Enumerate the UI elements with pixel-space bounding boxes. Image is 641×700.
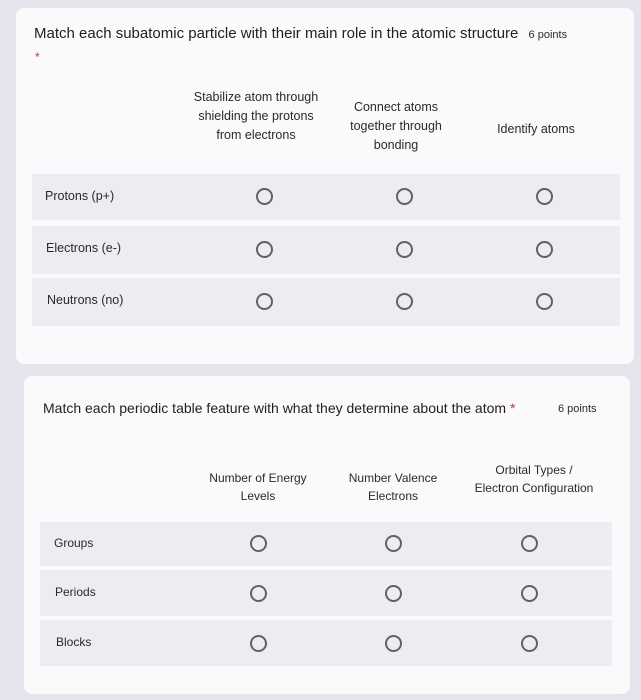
radio-neutrons-connect[interactable] — [396, 293, 413, 310]
radio-electrons-identify[interactable] — [536, 241, 553, 258]
row-label-neutrons: Neutrons (no) — [47, 293, 124, 307]
question-card-subatomic — [16, 8, 634, 364]
radio-neutrons-stabilize[interactable] — [256, 293, 273, 310]
radio-electrons-connect[interactable] — [396, 241, 413, 258]
radio-protons-connect[interactable] — [396, 188, 413, 205]
required-asterisk: * — [509, 400, 516, 416]
column-header-stabilize: Stabilize atom through shielding the protons from electrons — [193, 90, 319, 142]
column-header-connect: Connect atoms together through bonding — [350, 100, 442, 152]
column-header-orbital: Orbital Types / Electron Configuration — [474, 463, 594, 495]
question-title — [34, 24, 567, 45]
question-title-text: Match each subatomic particle with their main role in the atomic structure — [34, 25, 519, 42]
grid-row-periods — [40, 570, 612, 616]
row-label-protons: Protons (p+) — [45, 189, 115, 203]
radio-periods-orbital[interactable] — [521, 585, 538, 602]
row-label-groups: Groups — [54, 536, 94, 550]
radio-blocks-valence[interactable] — [385, 635, 402, 652]
required-asterisk: * — [35, 50, 40, 64]
row-label-blocks: Blocks — [56, 635, 92, 649]
points-label: 6 points — [528, 29, 568, 41]
radio-electrons-stabilize[interactable] — [256, 241, 273, 258]
radio-groups-energy[interactable] — [250, 535, 267, 552]
radio-groups-orbital[interactable] — [521, 535, 538, 552]
grid-row-neutrons — [32, 278, 620, 326]
grid-row-protons — [32, 174, 620, 220]
question-title-text: Match each periodic table feature with what they determine about the atom — [43, 400, 507, 416]
column-header-identify: Identify atoms — [497, 122, 575, 136]
radio-protons-stabilize[interactable] — [256, 188, 273, 205]
row-label-periods: Periods — [55, 585, 96, 599]
column-header-valence: Number Valence Electrons — [348, 471, 438, 503]
grid-row-blocks — [40, 620, 612, 666]
grid-row-groups — [40, 522, 612, 566]
radio-neutrons-identify[interactable] — [536, 293, 553, 310]
grid-row-electrons — [32, 226, 620, 274]
radio-groups-valence[interactable] — [385, 535, 402, 552]
column-header-energy-levels: Number of Energy Levels — [209, 471, 307, 503]
radio-blocks-energy[interactable] — [250, 635, 267, 652]
points-label: 6 points — [558, 403, 597, 415]
row-label-electrons: Electrons (e-) — [46, 241, 122, 255]
radio-periods-energy[interactable] — [250, 585, 267, 602]
question-card-periodic — [24, 376, 630, 694]
radio-blocks-orbital[interactable] — [521, 635, 538, 652]
question-title — [43, 398, 523, 419]
radio-periods-valence[interactable] — [385, 585, 402, 602]
radio-protons-identify[interactable] — [536, 188, 553, 205]
